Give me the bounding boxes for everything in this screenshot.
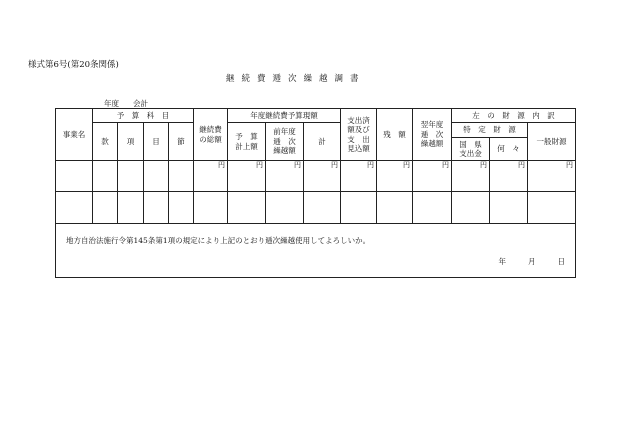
- table-row: [56, 161, 576, 192]
- header-funding-breakdown: 左 の 財 源 内 訳: [452, 109, 576, 123]
- form-number: 様式第6号(第20条関係): [28, 60, 119, 70]
- cell-kan[interactable]: [93, 161, 118, 192]
- header-project-name: 事業名: [56, 109, 93, 161]
- cell-kou[interactable]: [118, 161, 144, 192]
- account-label: 会計: [133, 99, 148, 108]
- cell-moku[interactable]: [144, 161, 169, 192]
- header-other-funds: 何 々: [490, 138, 528, 161]
- date-month: 月: [528, 257, 536, 266]
- header-expenditure: 支出済 額及び 支 出 見込額: [341, 109, 377, 161]
- cell-expenditure[interactable]: 円: [341, 161, 377, 192]
- cell-general-funding[interactable]: 円: [528, 161, 576, 192]
- cell-subtotal[interactable]: 円: [304, 161, 341, 192]
- header-specific-funding: 特 定 財 源: [452, 123, 528, 138]
- cell-setsu[interactable]: [169, 161, 194, 192]
- header-gov-funds: 国 県 支出金: [452, 138, 490, 161]
- cell-prev-carryover[interactable]: 円: [266, 161, 304, 192]
- approval-statement-area: [56, 224, 576, 278]
- header-kou: 項: [118, 123, 144, 161]
- header-remaining: 残 額: [377, 109, 413, 161]
- header-general-funding: 一般財源: [528, 123, 576, 161]
- header-next-carryover: 翌年度 逓 次 繰越額: [413, 109, 452, 161]
- header-subtotal: 計: [304, 123, 341, 161]
- date-year: 年: [498, 257, 507, 266]
- header-kan: 款: [93, 123, 118, 161]
- cell-next-carryover[interactable]: 円: [413, 161, 452, 192]
- header-moku: 目: [144, 123, 169, 161]
- fiscal-year-label: 年度: [104, 99, 119, 108]
- header-setsu: 節: [169, 123, 194, 161]
- cell-other-funds[interactable]: 円: [490, 161, 528, 192]
- table-row: [56, 192, 576, 224]
- header-budget-amount: 予 算 計上額: [228, 123, 266, 161]
- date-line: [477, 257, 566, 266]
- cell-budget-amount[interactable]: 円: [228, 161, 266, 192]
- header-prev-carryover: 前年度 逓 次 繰越額: [266, 123, 304, 161]
- document-title: 継続費逓次繰越調書: [226, 74, 366, 84]
- approval-statement: 地方自治法施行令第145条第1項の規定により上記のとおり逓次繰越使用してよろしいか。: [66, 236, 371, 245]
- cell-remaining[interactable]: 円: [377, 161, 413, 192]
- header-budget-subject: 予 算 科 目: [93, 109, 194, 123]
- carryover-table: [55, 108, 576, 278]
- cell-total[interactable]: 円: [194, 161, 228, 192]
- cell-gov-funds[interactable]: 円: [452, 161, 490, 192]
- date-day: 日: [557, 257, 566, 266]
- header-budget-current: 年度継続費予算現額: [228, 109, 341, 123]
- header-total: 継続費 の総額: [194, 109, 228, 161]
- cell-project-name[interactable]: [56, 161, 93, 192]
